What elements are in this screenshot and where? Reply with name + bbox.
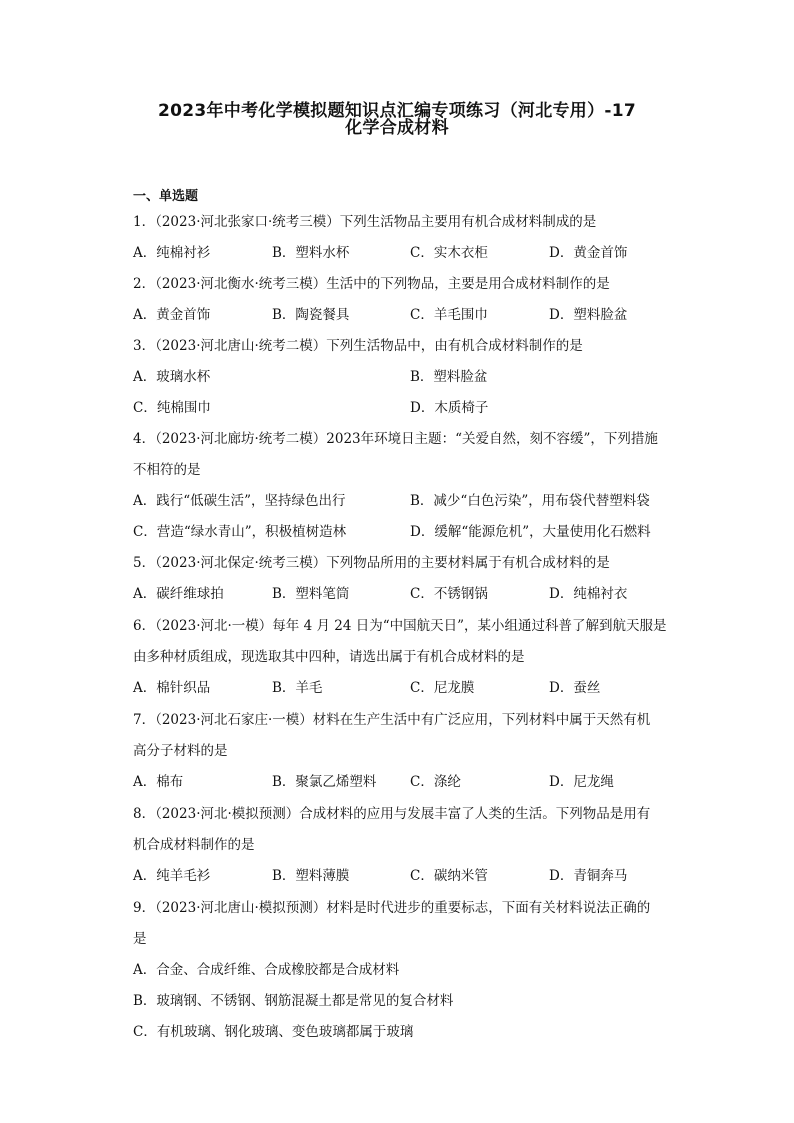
option: A．玻璃水杯: [133, 369, 211, 385]
option: D．纯棉衬衣: [549, 586, 628, 602]
question-stem: 是: [133, 931, 147, 947]
question-stem: 1．（2023·河北张家口·统考三模）下列生活物品主要用有机合成材料制成的是: [133, 214, 597, 230]
option: B．塑料笔筒: [272, 586, 350, 602]
question-stem: 高分子材料的是: [133, 743, 228, 759]
question-stem: 2．（2023·河北衡水·统考三模）生活中的下列物品，主要是用合成材料制作的是: [133, 276, 610, 292]
question-stem: 5．（2023·河北保定·统考三模）下列物品所用的主要材料属于有机合成材料的是: [133, 555, 610, 571]
option: D．缓解“能源危机”，大量使用化石燃料: [410, 524, 651, 540]
option: C．纯棉围巾: [133, 400, 211, 416]
option: D．青铜奔马: [549, 868, 628, 884]
option: D．尼龙绳: [549, 774, 614, 790]
option: C．不锈钢锅: [410, 586, 488, 602]
option: B．羊毛: [272, 680, 323, 696]
question-stem: 由多种材质组成，现选取其中四种，请选出属于有机合成材料的是: [133, 649, 525, 665]
option: B．陶瓷餐具: [272, 307, 350, 323]
option: D．木质椅子: [410, 400, 489, 416]
option: C．碳纳米管: [410, 868, 488, 884]
option: B．玻璃钢、不锈钢、钢筋混凝土都是常见的复合材料: [133, 993, 454, 1009]
option: A．黄金首饰: [133, 307, 211, 323]
option: B．塑料水杯: [272, 245, 350, 261]
option: A．纯棉衬衫: [133, 245, 211, 261]
question-stem: 8．（2023·河北·模拟预测）合成材料的应用与发展丰富了人类的生活。下列物品是用有: [133, 806, 651, 822]
question-stem: 3．（2023·河北唐山·统考二模）下列生活物品中，由有机合成材料制作的是: [133, 338, 583, 354]
option: A．碳纤维球拍: [133, 586, 224, 602]
option: A．棉布: [133, 774, 184, 790]
question-stem: 7．（2023·河北石家庄·一模）材料在生产生活中有广泛应用，下列材料中属于天然有机: [133, 712, 651, 728]
question-stem: 9．（2023·河北唐山·模拟预测）材料是时代进步的重要标志，下面有关材料说法正确的: [133, 900, 651, 916]
question-stem: 4．（2023·河北廊坊·统考二模）2023年环境日主题：“关爱自然，刻不容缓”，下列措施: [133, 431, 658, 447]
option: B．聚氯乙烯塑料: [272, 774, 377, 790]
option: B．塑料薄膜: [272, 868, 350, 884]
option: C．有机玻璃、钢化玻璃、变色玻璃都属于玻璃: [133, 1024, 414, 1040]
question-stem: 机合成材料制作的是: [133, 837, 255, 853]
option: D．蚕丝: [549, 680, 601, 696]
option: C．涤纶: [410, 774, 461, 790]
page-title-line-1: 2023年中考化学模拟题知识点汇编专项练习（河北专用）-17: [157, 101, 637, 121]
question-stem: 不相符的是: [133, 462, 201, 478]
option: A．纯羊毛衫: [133, 868, 211, 884]
option: D．塑料脸盆: [549, 307, 628, 323]
option: A．合金、合成纤维、合成橡胶都是合成材料: [133, 962, 400, 978]
option: A．践行“低碳生活”，坚持绿色出行: [133, 493, 346, 509]
option: A．棉针织品: [133, 680, 211, 696]
page-title-line-2: 化学合成材料: [345, 118, 449, 138]
option: C．羊毛围巾: [410, 307, 488, 323]
option: C．实木衣柜: [410, 245, 488, 261]
option: D．黄金首饰: [549, 245, 628, 261]
option: B．塑料脸盆: [410, 369, 488, 385]
option: B．减少“白色污染”，用布袋代替塑料袋: [410, 493, 650, 509]
question-stem: 6．（2023·河北·一模）每年 4 月 24 日为“中国航天日”，某小组通过科普了解到航天服是: [133, 618, 667, 634]
option: C．营造“绿水青山”，积极植树造林: [133, 524, 347, 540]
option: C．尼龙膜: [410, 680, 475, 696]
section-heading: 一、单选题: [133, 189, 199, 204]
